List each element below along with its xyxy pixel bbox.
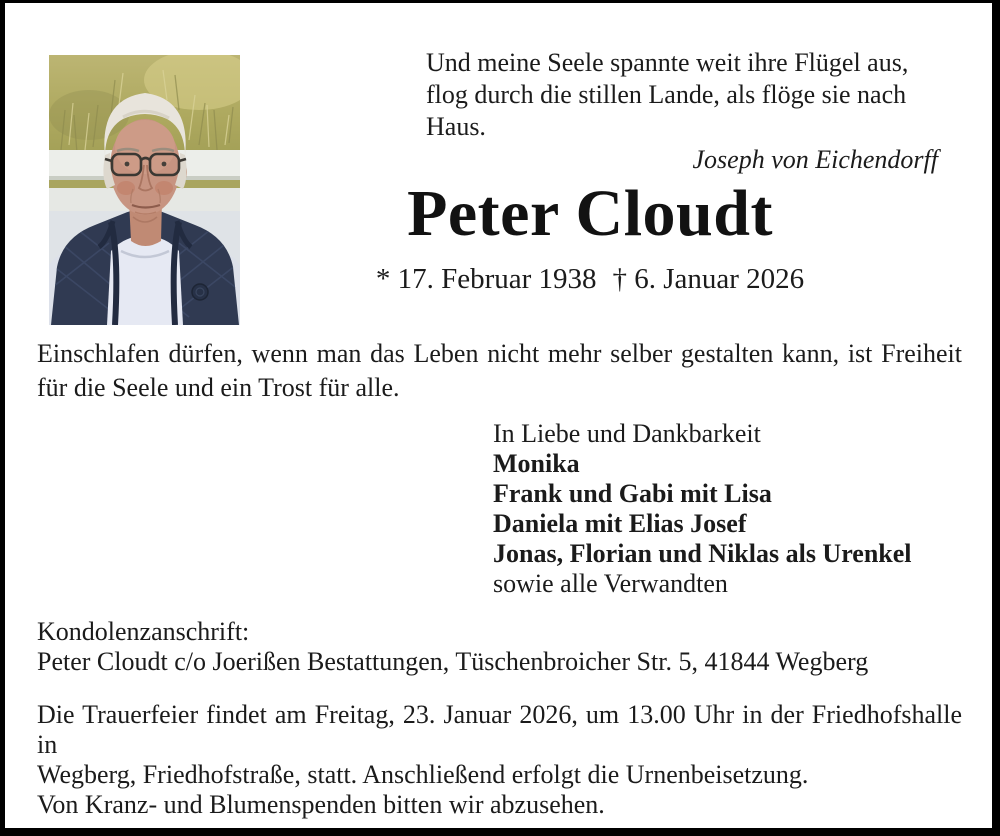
mourner-name: Monika xyxy=(493,449,580,478)
condolence-block xyxy=(37,617,962,677)
mourner-name: Daniela mit Elias Josef xyxy=(493,509,747,538)
condolence-address: Peter Cloudt c/o Joerißen Bestattungen, Tüschenbroicher Str. 5, 41844 Wegberg xyxy=(37,647,869,676)
death-date: † 6. Januar 2026 xyxy=(612,263,805,295)
mourners-lead: In Liebe und Dankbarkeit xyxy=(493,419,761,448)
life-dates xyxy=(190,262,990,297)
quote-attribution: Joseph von Eichendorff xyxy=(692,145,938,174)
birth-date: * 17. Februar 1938 xyxy=(375,263,597,295)
quote-line-1: Und meine Seele spannte weit ihre Flügel aus, xyxy=(426,48,909,77)
mourner-name: Jonas, Florian und Niklas als Urenkel xyxy=(493,539,912,568)
quote-line-2: flog durch die stillen Lande, als flöge sie nach Haus. xyxy=(426,80,907,141)
intro-paragraph xyxy=(37,337,962,405)
funeral-line-3: Von Kranz- und Blumenspenden bitten wir abzusehen. xyxy=(37,790,605,819)
mourner-name: Frank und Gabi mit Lisa xyxy=(493,479,772,508)
deceased-name: Peter Cloudt xyxy=(407,177,773,250)
funeral-line-1: Die Trauerfeier findet am Freitag, 23. Januar 2026, um 13.00 Uhr in der Friedhofshalle in xyxy=(37,700,962,759)
intro-line-2: für die Seele und ein Trost für alle. xyxy=(37,373,400,402)
condolence-label: Kondolenzanschrift: xyxy=(37,617,250,646)
mourners-closing: sowie alle Verwandten xyxy=(493,569,728,598)
mourners-block xyxy=(493,419,912,599)
funeral-line-2: Wegberg, Friedhofstraße, statt. Anschließend erfolgt die Urnenbeisetzung. xyxy=(37,760,809,789)
intro-line-1: Einschlafen dürfen, wenn man das Leben nicht mehr selber gestalten kann, ist Freiheit xyxy=(37,339,962,368)
opening-quote xyxy=(426,47,962,176)
funeral-info-block xyxy=(37,700,962,820)
